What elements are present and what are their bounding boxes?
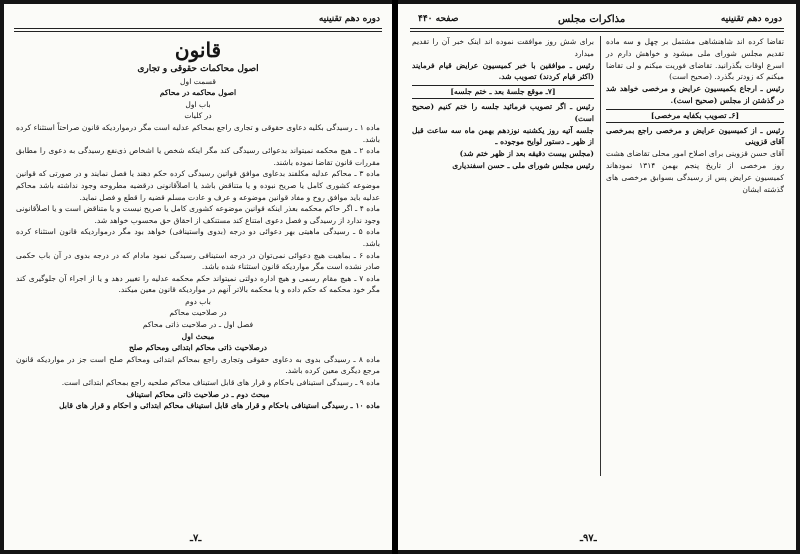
header-rule-thin [14,31,382,32]
left-col-para-1: برای شش روز موافقت نموده اند اینک خبر آن را تقدیم میدارد [412,37,594,58]
right-page-number: ـ۹۷ـ [580,533,597,544]
header-rule [14,28,382,29]
right-column [606,36,784,195]
right-col-para-2: رئیس ـ ارجاع بکمیسیون عرایض و مرخصی خواهد شد در گذشتن از مجلس (صحیح است). [606,84,784,105]
article-9: ماده ۹ ـ رسیدگی استینافی باحکام و قرار های قابل استیناف محاکم صلحیه راجع بمحاکم ابتدائی است. [61,378,380,388]
topic1-title: درصلاحیت ذاتی محاکم ابتدائی ومحاکم صلح [128,343,268,353]
left-page-header: دوره دهم تقنینیه [318,14,380,24]
right-col-para-4: آقای حسن قزوینی برای اصلاح امور محلی تقاضای هشت روز مرخصی از تاریخ پنجم بهمن ۱۳۱۴ نمودهاند کمیسیون عرایض پس از رسیدگی بسوابق مرخصی های گذشته ایشان [606,149,785,194]
article-7: ماده ۷ ـ هیچ مقام رسمی و هیچ اداره دولتی نمیتواند حکم محکمه عدلیه را تغییر دهد و یا از اجراء آن جلوگیری کند مگر خود محکمه که حکم داده و یا محکمه بالاتر آنهم در مواردیکه قانون معین میکند. [16,273,381,295]
left-col-para-2: رئیس ـ موافقین با خبر کمیسیون عرایض قیام فرمایند (اکثر قیام کردند) تصویب شد. [412,60,594,82]
chapter2-label: باب دوم [185,296,211,306]
section-heading-7: [۷ـ موقع جلسهٔ بعد ـ ختم جلسه] [412,85,594,99]
left-page [4,4,392,550]
topic2-title: مبحث دوم ـ در صلاحیت ذاتی محاکم استیناف [126,389,270,399]
right-page-header-right: دوره دهم تقنینیه [720,14,782,24]
column-divider [600,36,601,476]
right-col-para-3: رئیس ـ از کمیسیون عرایض و مرخصی راجع بمرخصی آقای قزوینی [606,125,784,147]
article-5: ماده ۵ ـ رسیدگی ماهیتی بهر دعوائی دو درجه (بدوی واستینافی) خواهد بود مگر درمواردیکه قانون استثناء کرده باشد. [16,227,380,248]
left-column [412,36,594,172]
header-rule-right-thin [410,31,784,32]
law-title: قانون [174,38,222,62]
header-rule-right [410,28,784,29]
next-session-note: جلسه آتیه روز یکشنبه نوزدهم بهمن ماه سه ساعت قبل از ظهر ـ دستور لوایح موجوده ـ [412,125,594,147]
chapter-title: در کلیات [184,111,212,121]
law-subtitle: اصول محاکمات حقوقی و تجاری [137,64,259,74]
session-end-note: (مجلس بیست دقیقه بعد از ظهر ختم شد) [459,149,594,159]
left-page-body [16,36,380,412]
right-page-header-center: مذاکرات مجلس [558,14,626,25]
left-col-para-3: رئیس ـ اگر تصویب فرمائید جلسه را ختم کنیم (صحیح است) [412,101,594,123]
article-2: ماده ۲ ـ هیچ محکمه نمیتواند بدعوائی رسیدگی کند مگر اینکه شخص یا اشخاص ذی‌نفع رسیدگی به دعوی را مطابق مقررات قانون تقاضا نموده باشند. [16,146,380,167]
part-title: اصول محاکمه در محاکم [159,88,237,98]
article-6: ماده ۶ ـ بماهیت هیچ دعوائی نمی‌توان در درجه استینافی رسیدگی نمود مادام که در درجه بدوی در آن باب حکمی صادر نشده است مگر مواردیکه قانون استثناء شده باشد. [16,250,380,272]
right-col-para-1: تقاضا کرده اند شاهنشاهی مشتمل بر چهل و سه ماده تقدیم مجلس شورای ملی میشود و خواهش دارم در اسرع اوقات بگذرانید. تقاضای فوریت میکنم و لی تقاضا میکنم که زودتر بگذرد. (صحیح است) [606,37,784,82]
left-page-number: ـ۷ـ [190,533,202,544]
president-signature-line: رئیس مجلس شورای ملی ـ حسن اسفندیاری [452,160,594,170]
article-1: ماده ۱ ـ رسیدگی بکلیه دعاوی حقوقی و تجاری راجع بمحاکم عدلیه است مگر درمواردیکه قانون صراحتاً استثناء کرده باشد. [16,122,380,144]
article-3: ماده ۳ ـ محاکم عدلیه مکلفند بدعاوی موافق قوانین رسیدگی کرده حکم دهند یا فصل نمایند و در صورتی که قوانین موضوعه کشوری کامل یا صریح نبوده و یا متناقض باشد یا اصلاًقانونی درقضیه مطروحه وجود نداشته باشد محاکم عدلیه باید موافق روح و مفاد قوانین موضوعه و عرف و عادت مسلم قضیه را قطع و فصل نماید. [16,169,380,202]
right-page-header-left: صفحه ۴۴۰ [418,14,459,24]
section1-title: فصل اول ـ در صلاحیت ذاتی محاکم [142,320,254,330]
section-heading-6: [۶ـ تصویب بکفایه مرخصی] [606,109,784,123]
part-label: قسمت اول [180,76,216,86]
article-8: ماده ۸ ـ رسیدگی بدوی به دعاوی حقوقی وتجاری راجع بمحاکم ابتدائی ومحاکم صلح است جز در مواردیکه قانون مرجع دیگری معین کرده باشد. [16,354,381,376]
chapter2-title: در صلاحیت محاکم [169,308,227,318]
topic1-label: مبحث اول [181,331,215,341]
chapter-label: باب اول [185,99,211,109]
article-4: ماده ۴ ـ اگر حاکم محکمه بعذر اینکه قوانین موضوعه کشوری کامل یا صریح نیست و یا متناقض است و یا اصلاًقانونی وجود ندارد از رسیدگی و فصل دعوی امتناع کند مستنکف از احقاق حق محسوب خواهد شد. [16,204,381,225]
right-page [398,4,796,550]
article-10: ماده ۱۰ ـ رسیدگی استینافی باحکام و قرار های قابل استیناف محاکم ابتدائی و احکام و قرار های قابل [59,401,380,411]
